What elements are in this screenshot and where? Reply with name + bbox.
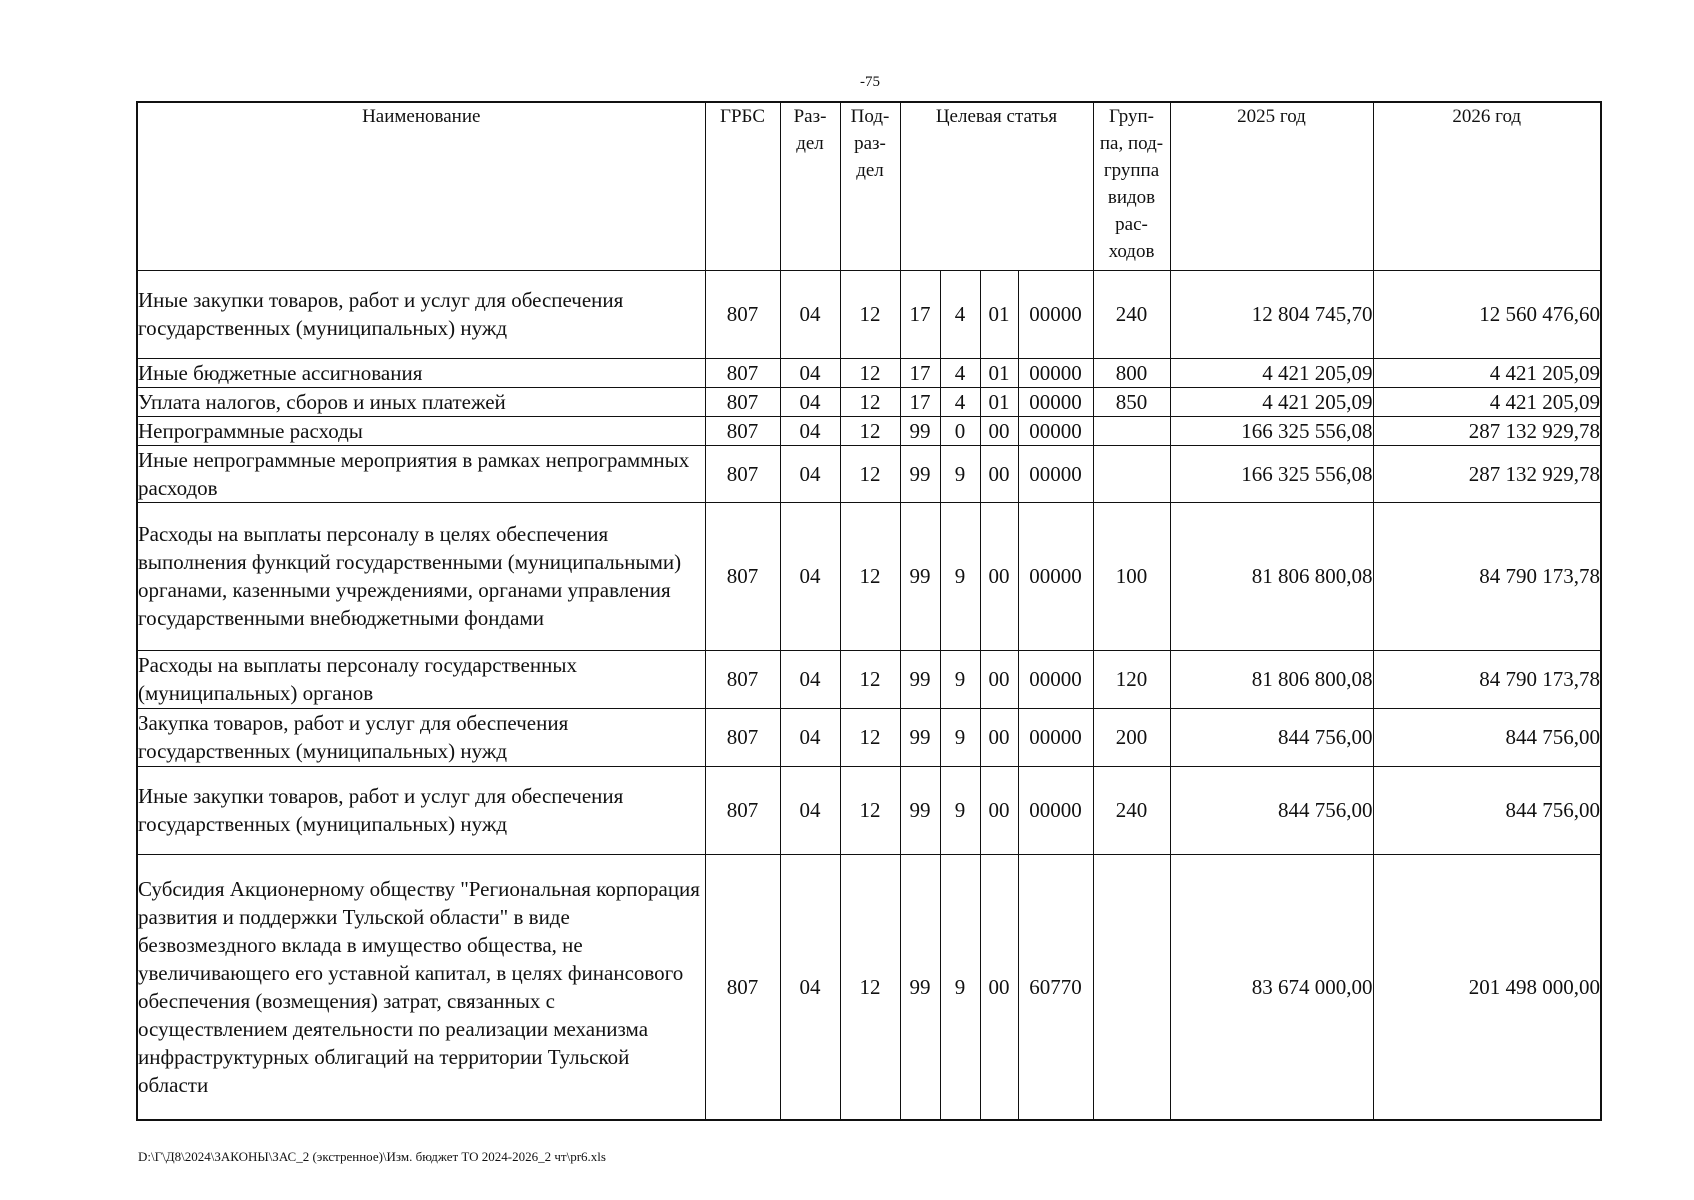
row-target-type: 9 [940,502,980,650]
row-target-type: 9 [940,708,980,766]
row-expense-group [1093,854,1170,1120]
row-grbs: 807 [705,766,780,854]
table-row [137,416,1601,445]
row-name: Расходы на выплаты персоналу государственных (муниципальных) органов [137,650,705,708]
row-target-subprogram: 01 [980,270,1018,358]
row-grbs: 807 [705,387,780,416]
header-row [137,102,1601,270]
row-target-direction: 00000 [1018,416,1093,445]
row-name: Закупка товаров, работ и услуг для обеспечения государственных (муниципальных) нужд [137,708,705,766]
row-expense-group: 240 [1093,270,1170,358]
row-target-direction: 00000 [1018,766,1093,854]
table-row [137,358,1601,387]
row-target-direction: 00000 [1018,650,1093,708]
row-target-type: 4 [940,387,980,416]
budget-table [136,101,1602,1121]
row-amount-2026: 84 790 173,78 [1373,650,1601,708]
row-razdel: 04 [780,358,840,387]
header-razdel: Раз- дел [780,102,840,270]
row-razdel: 04 [780,445,840,502]
row-name: Иные закупки товаров, работ и услуг для обеспечения государственных (муниципальных) нужд [137,270,705,358]
row-grbs: 807 [705,650,780,708]
row-razdel: 04 [780,854,840,1120]
row-target-program: 99 [900,766,940,854]
row-amount-2025: 844 756,00 [1170,708,1373,766]
page-number: -75 [860,74,880,90]
row-razdel: 04 [780,416,840,445]
row-target-program: 99 [900,416,940,445]
row-name: Непрограммные расходы [137,416,705,445]
row-amount-2025: 83 674 000,00 [1170,854,1373,1120]
row-podrazdel: 12 [840,650,900,708]
row-amount-2026: 84 790 173,78 [1373,502,1601,650]
row-target-type: 9 [940,445,980,502]
table-row [137,445,1601,502]
header-expense-group: Груп- па, под- группа видов рас- ходов [1093,102,1170,270]
row-podrazdel: 12 [840,708,900,766]
header-year-2025: 2025 год [1170,102,1373,270]
header-podrazdel: Под- раз- дел [840,102,900,270]
row-razdel: 04 [780,270,840,358]
row-target-subprogram: 00 [980,650,1018,708]
row-amount-2026: 287 132 929,78 [1373,416,1601,445]
table-row [137,854,1601,1120]
row-amount-2026: 201 498 000,00 [1373,854,1601,1120]
row-podrazdel: 12 [840,766,900,854]
row-expense-group: 240 [1093,766,1170,854]
row-podrazdel: 12 [840,270,900,358]
row-amount-2025: 4 421 205,09 [1170,387,1373,416]
row-target-program: 17 [900,358,940,387]
row-podrazdel: 12 [840,387,900,416]
row-amount-2025: 166 325 556,08 [1170,445,1373,502]
row-amount-2026: 287 132 929,78 [1373,445,1601,502]
row-podrazdel: 12 [840,358,900,387]
row-expense-group [1093,416,1170,445]
row-grbs: 807 [705,502,780,650]
row-target-subprogram: 00 [980,766,1018,854]
row-amount-2025: 81 806 800,08 [1170,502,1373,650]
row-target-direction: 00000 [1018,387,1093,416]
row-target-direction: 00000 [1018,708,1093,766]
row-target-subprogram: 01 [980,387,1018,416]
row-expense-group: 100 [1093,502,1170,650]
row-target-direction: 00000 [1018,358,1093,387]
row-amount-2025: 12 804 745,70 [1170,270,1373,358]
row-grbs: 807 [705,416,780,445]
row-target-direction: 00000 [1018,502,1093,650]
row-grbs: 807 [705,270,780,358]
row-razdel: 04 [780,766,840,854]
row-grbs: 807 [705,358,780,387]
row-expense-group: 800 [1093,358,1170,387]
row-target-direction: 60770 [1018,854,1093,1120]
table-row [137,502,1601,650]
row-amount-2026: 4 421 205,09 [1373,358,1601,387]
row-expense-group: 120 [1093,650,1170,708]
row-amount-2025: 81 806 800,08 [1170,650,1373,708]
row-name: Иные закупки товаров, работ и услуг для обеспечения государственных (муниципальных) нужд [137,766,705,854]
row-podrazdel: 12 [840,854,900,1120]
row-target-program: 17 [900,387,940,416]
row-target-subprogram: 00 [980,445,1018,502]
row-amount-2025: 166 325 556,08 [1170,416,1373,445]
row-amount-2026: 844 756,00 [1373,708,1601,766]
row-target-program: 99 [900,854,940,1120]
header-grbs: ГРБС [705,102,780,270]
file-path-footer: D:\Г\Д8\2024\ЗАКОНЫ\ЗАС_2 (экстренное)\Изм. бюджет ТО 2024-2026_2 чт\pr6.xls [138,1149,606,1164]
row-name: Расходы на выплаты персоналу в целях обеспечения выполнения функций государственными (муниципальными) органами, казенными учреждениями, органами управления государственными внебюджетными фондами [137,502,705,650]
row-name: Иные бюджетные ассигнования [137,358,705,387]
row-grbs: 807 [705,708,780,766]
row-target-program: 99 [900,708,940,766]
table-row [137,387,1601,416]
row-target-type: 4 [940,358,980,387]
row-target-program: 17 [900,270,940,358]
row-target-subprogram: 00 [980,708,1018,766]
table-row [137,270,1601,358]
row-amount-2026: 12 560 476,60 [1373,270,1601,358]
row-name: Иные непрограммные мероприятия в рамках непрограммных расходов [137,445,705,502]
header-name: Наименование [137,102,705,270]
row-razdel: 04 [780,708,840,766]
header-target-article: Целевая статья [900,102,1093,270]
table-row [137,766,1601,854]
row-target-direction: 00000 [1018,445,1093,502]
row-expense-group: 850 [1093,387,1170,416]
row-target-direction: 00000 [1018,270,1093,358]
row-name: Уплата налогов, сборов и иных платежей [137,387,705,416]
row-target-subprogram: 00 [980,502,1018,650]
row-razdel: 04 [780,387,840,416]
row-grbs: 807 [705,854,780,1120]
row-expense-group [1093,445,1170,502]
row-podrazdel: 12 [840,445,900,502]
row-target-type: 9 [940,766,980,854]
row-podrazdel: 12 [840,416,900,445]
row-target-subprogram: 00 [980,416,1018,445]
row-target-subprogram: 01 [980,358,1018,387]
row-target-type: 9 [940,854,980,1120]
row-expense-group: 200 [1093,708,1170,766]
row-amount-2026: 4 421 205,09 [1373,387,1601,416]
header-year-2026: 2026 год [1373,102,1601,270]
row-target-program: 99 [900,502,940,650]
row-amount-2025: 844 756,00 [1170,766,1373,854]
row-podrazdel: 12 [840,502,900,650]
row-target-type: 4 [940,270,980,358]
row-amount-2026: 844 756,00 [1373,766,1601,854]
row-target-subprogram: 00 [980,854,1018,1120]
row-razdel: 04 [780,502,840,650]
row-target-type: 0 [940,416,980,445]
table-row [137,708,1601,766]
table-row [137,650,1601,708]
row-target-program: 99 [900,650,940,708]
row-razdel: 04 [780,650,840,708]
row-target-program: 99 [900,445,940,502]
row-target-type: 9 [940,650,980,708]
row-grbs: 807 [705,445,780,502]
row-amount-2025: 4 421 205,09 [1170,358,1373,387]
row-name: Субсидия Акционерному обществу "Региональная корпорация развития и поддержки Тульской области" в виде безвозмездного вклада в имущество общества, не увеличивающего его уставной капитал, в целях финансового обеспечения (возмещения) затрат, связанных с осуществлением деятельности по реализации механизма инфраструктурных облигаций на территории Тульской области [137,854,705,1120]
